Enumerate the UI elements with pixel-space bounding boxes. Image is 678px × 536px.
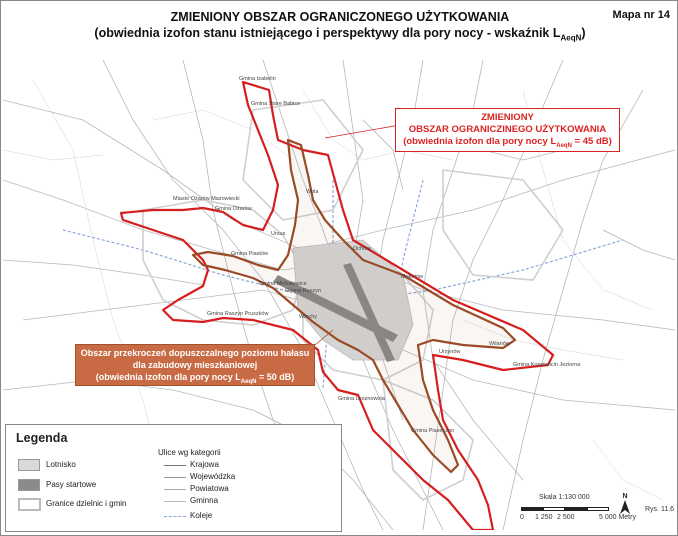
legend-road-krajowa: Krajowa: [190, 460, 219, 469]
legend-rail: Koleje: [190, 511, 213, 520]
label-stare-babice: Gmina Stare Babice: [251, 101, 301, 107]
label-michalowice: Gmina Michałowice: [259, 281, 307, 287]
label-wlochy: Włochy: [299, 314, 318, 320]
legend-item-borders: Granice dzielnic i gmin: [46, 499, 127, 508]
label-ozarow: Gmina Ożarów: [215, 206, 252, 212]
scale-text: Skala 1:130 000: [539, 494, 590, 501]
label-piastow: Gmina Piastów: [231, 251, 268, 257]
label-wilanow: Wilanów: [489, 341, 510, 347]
label-konstancin: Gmina Konstancin Jeziorna: [513, 362, 581, 368]
legend-swatch-borders: [18, 498, 41, 511]
legend-title: Legenda: [16, 431, 68, 445]
label-ozarow-miasto: Miasto Ożarów Mazowiecki: [173, 196, 240, 202]
label-wola: Wola: [306, 189, 319, 195]
legend-line-rail: [164, 516, 186, 517]
legend-swatch-runways: [18, 479, 40, 491]
label-ursynow: Ursynów: [439, 349, 461, 355]
legend-line-krajowa: [164, 465, 186, 466]
map-title: [60, 9, 620, 47]
legend-roads-title: Ulice wg kategorii: [158, 448, 221, 457]
legend-swatch-airport: [18, 459, 40, 471]
scale-tick-0: 0: [520, 514, 524, 521]
figure-ref: Rys. 11.6: [645, 506, 675, 513]
map-number: Mapa nr 14: [612, 9, 670, 21]
label-pruszkow: Gmina Raszyn Pruszków: [207, 311, 269, 317]
scale-tick-2: 2 500: [557, 514, 575, 521]
scale-tick-3: 5 000 Metry: [599, 514, 636, 521]
legend-road-wojewodzka: Wojewódzka: [190, 472, 236, 481]
legend-road-powiatowa: Powiatowa: [190, 484, 229, 493]
title-line-2: (obwiednia izofon stanu istniejącego i perspektywy dla pory nocy - wskaźnik $L_{AeqN}$): [94, 26, 586, 43]
legend-line-wojewodzka: [164, 477, 186, 478]
legend-road-gminna: Gminna: [190, 496, 219, 505]
label-ochota: Ochota: [353, 246, 371, 252]
label-raszyn: Gmina Raszyn: [285, 288, 322, 294]
legend-line-gminna: [164, 501, 186, 502]
label-piaseczno: Gmina Piaseczno: [411, 428, 455, 434]
north-arrow-icon: N: [618, 493, 632, 515]
label-lesznowola: Gmina Lesznowola: [338, 396, 385, 402]
callout-45db: ZMIENIONY OBSZAR OGRANICZINEGO UŻYTKOWANIA (obwiednia izofon dla pory nocy $L_{AeqN} = 45$ dB): [395, 108, 620, 152]
legend-item-airport: Lotnisko: [46, 460, 76, 469]
label-izabelin: Gmina Izabelin: [239, 76, 276, 82]
scale-tick-1: 1 250: [535, 514, 553, 521]
legend-line-powiatowa: [164, 489, 186, 490]
legend-box: [5, 424, 342, 532]
label-mokotow: Mokotów: [401, 274, 424, 280]
label-ursus: Ursus: [271, 231, 286, 237]
callout-50db: Obszar przekroczeń dopuszczalnego poziomu hałasu dla zabudowy mieszkaniowej (obwiednia izofon dla pory nocy $L_{AeqN} = 50$ dB): [75, 344, 315, 386]
legend-item-runways: Pasy startowe: [46, 480, 97, 489]
scale-bar-graphic: [521, 507, 609, 511]
title-line-1: ZMIENIONY OBSZAR OGRANICZONEGO UŻYTKOWANIA: [170, 10, 510, 24]
callout-45-leader: [325, 125, 400, 138]
